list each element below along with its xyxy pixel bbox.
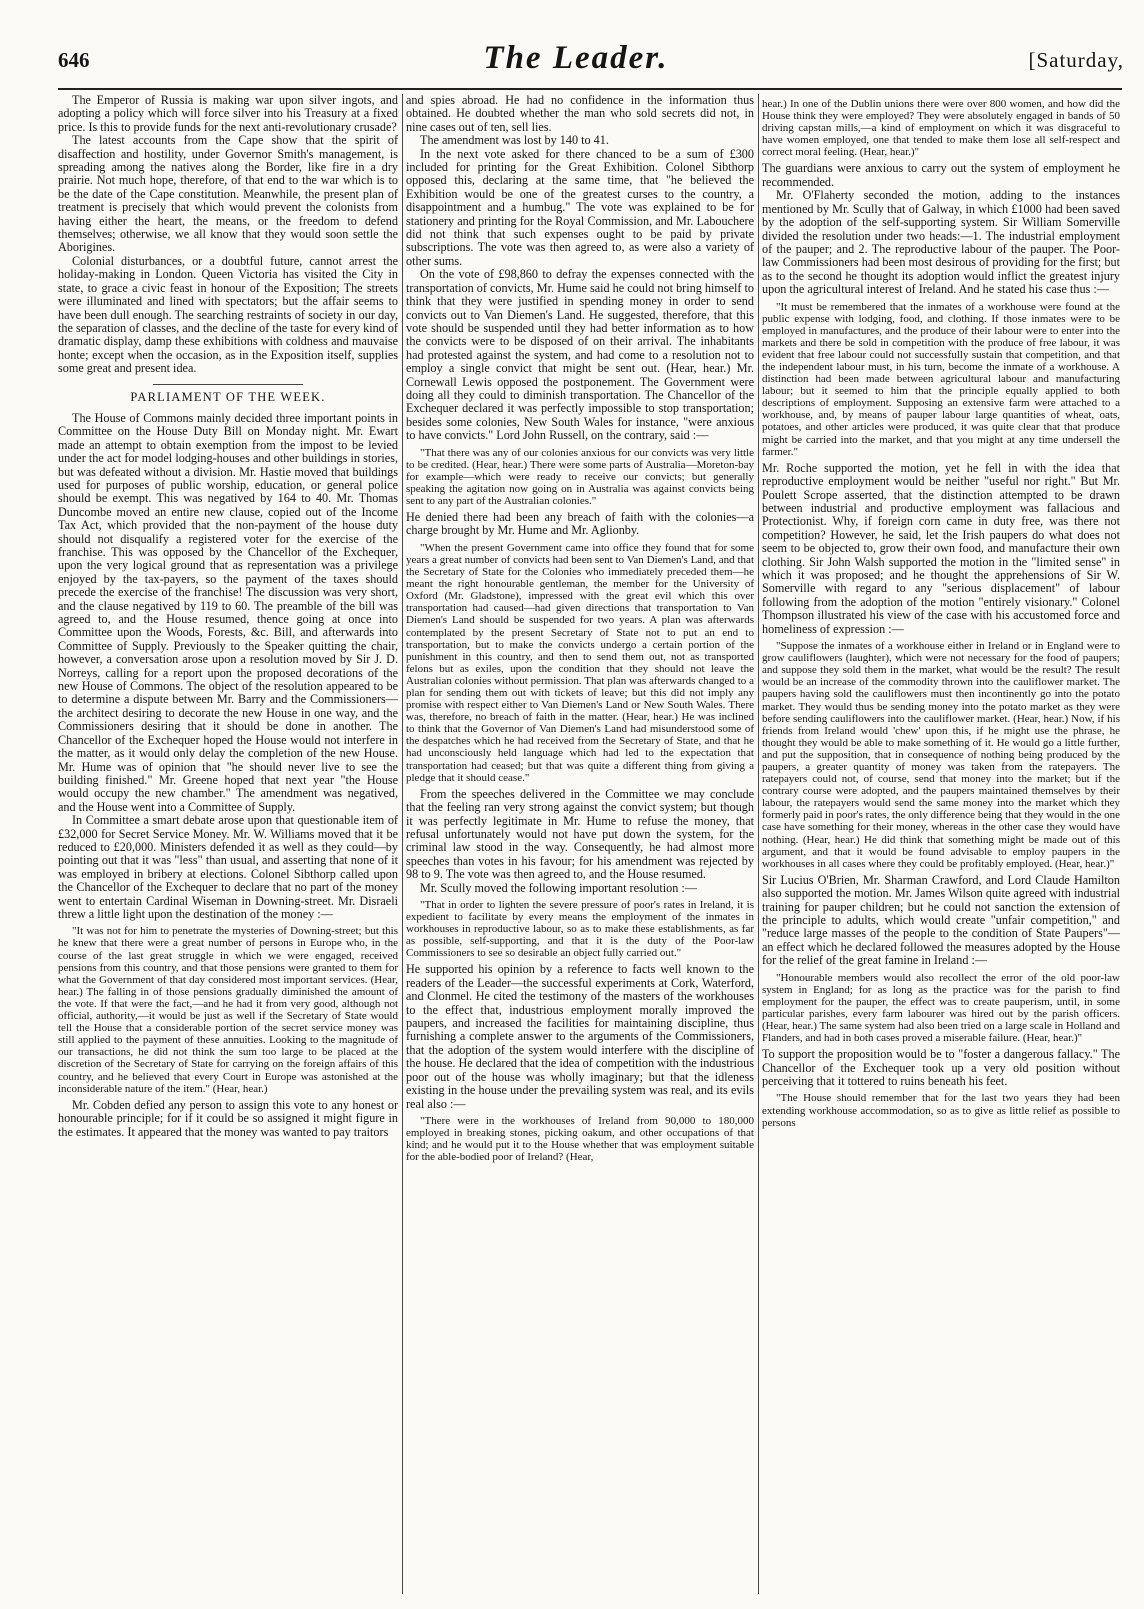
paragraph: He supported his opinion by a reference to facts well known to the readers of the Leader—the successful experiments at Cork, Waterford, and Clonmel. He cited the testimony of the masters of the workhouses to the effect that, industrious employment morally improved the paupers, and increased the facilities for maintaining discipline, thus furnishing a complete answer to the arguments of the Commissioners, that the adoption of the system would interfere with the discipline of the house. He declared that the idea of competition with the industrious poor out of the house was wholly imaginary; but that the idleness existing in the house under the prevailing system was real, and its evils real also :— <box>406 962 754 1111</box>
paragraph: In the next vote asked for there chanced to be a sum of £300 included for printing for the Great Exhibition. Colonel Sibthorp opposed this, declaring at the same time, that "he believed the Exhibition would be one of the greatest curses to the country, a disappointment and a humbug." The vote was explained to be for stationery and printing for the Royal Commission, and Mr. Labouchere did not think that such expenses ought to be paid by private subscriptions. The vote was then agreed to, as were also a variety of other sums. <box>406 146 754 268</box>
paragraph: The Emperor of Russia is making war upon silver ingots, and adopting a policy which will force silver into his Treasury at a fixed price. Is this to provide funds for the next anti-revolutionary crusade? <box>58 94 398 134</box>
column-2 <box>406 94 754 1594</box>
paragraph: The House of Commons mainly decided three important points in Committee on the House Duty Bill on Monday night. Mr. Ewart made an attempt to obtain exemption from the impost to be levied under the act for model lodging-houses and other buildings in stories, but was defeated without a division. Mr. Hastie moved that buildings used for purposes of public worship, education, or general police should be exempt. This was negatived by 164 to 40. Mr. Thomas Duncombe moved an entire new clause, copied out of the Income Tax Act, which provided that the non-payment of the house duty should not disqualify a registered voter for the exercise of the franchise. This was opposed by the Chancellor of the Exchequer, upon the very logical ground that as representation was a privilege enjoyed by the tax-payers, so the payment of the taxes should precede the exercise of the franchise! The discussion was very short, and the clause negatived by 119 to 60. The preamble of the bill was agreed to, and the House resumed, thence going at once into Committee upon the Woods, Forests, &c. Bill, and afterwards into Committee of Supply. Previously to the Speaker quitting the chair, however, a conversation arose upon a resolution moved by Sir J. D. Norreys, calling for a report upon the proposed decorations of the new House of Commons. The object of the resolution appeared to be to determine a dispute between Mr. Barry and the Commissioners—the architect desiring to decorate the new House in one way, and the Commissioners desiring that it should be done in another. The Chancellor of the Exchequer hoped the House would not interfere in the matter, as it would only delay the completion of the new House. Mr. Hume was of opinion that "he should never live to see the building finished." Mr. Greene hoped that next year "the House would occupy the new chamber." The amendment was negatived, and the House went into a Committee of Supply. <box>58 410 398 814</box>
quotation: "When the present Government came into office they found that for some years a great number of convicts had been sent to Van Diemen's Land, and that the Secretary of State for the Colonies who immediately preceded them—he meant the right honourable gentleman, the member for the University of Oxford (Mr. Gladstone), impressed with the great evil which this over transportation had caused—had given directions that transportation to Van Diemen's Land should be suspended for two years. A plan was afterwards contemplated by the present Secretary of State not to put an end to transportation, but to make the convicts undergo a certain portion of the punishment in this country, and then to send them out, not as transported felons but as exiles, upon the condition that they should not leave the Australian colonies without permission. That plan was afterwards changed to a plan for sending them out with tickets of leave; but this did not imply any promise with respect either to Van Diemen's Land or New South Wales. There was, therefore, no breach of faith in the matter. (Hear, hear.) He was inclined to think that the Governor of Van Diemen's Land had misunderstood some of the despatches which he had received from the Secretary of State, and that he had unconsciously held language which had led to the expectation that transportation had ceased; but that was quite a different thing from giving a pledge that it should cease." <box>406 541 754 784</box>
quotation: "The House should remember that for the last two years they had been extending workhouse accommodation, so as to give as little relief as possible to persons <box>762 1092 1120 1129</box>
paragraph: To support the proposition would be to "foster a dangerous fallacy." The Chancellor of the Exchequer took up a very old position without perceiving that it tottered to ruins beneath his feet. <box>762 1047 1120 1089</box>
masthead: The Leader. <box>483 40 669 76</box>
quotation: "That there was any of our colonies anxious for our convicts was very little to be credited. (Hear, hear.) There were some parts of Australia—Moreton-bay for example—which were ready to receive our convicts; but generally speaking the agitation now going on in Australia was against convicts being sent to any part of the Australian colonies." <box>406 446 754 507</box>
paragraph: Mr. Cobden defied any person to assign this vote to any honest or honourable principle; for if it could be so assigned it might figure in the estimates. It appeared that the money was wanted to pay traitors <box>58 1097 398 1139</box>
paragraph: and spies abroad. He had no confidence in the information thus obtained. He doubted whether the man who sold secrets did not, in nine cases out of ten, sell lies. <box>406 94 754 134</box>
paragraph: The guardians were anxious to carry out the system of employment he recommended. <box>762 161 1120 189</box>
column-1 <box>58 94 398 1594</box>
date-fragment: [Saturday, <box>1028 48 1124 72</box>
paragraph: The amendment was lost by 140 to 41. <box>420 133 609 148</box>
paragraph: Mr. Roche supported the motion, yet he fell in with the idea that reproductive employment would be neither "useful nor right." But Mr. Poulett Scrope asserted, that the distinction attempted to be drawn between industrial and productive employment was fallacious and Protectionist. Why, if foreign corn came in duty free, was there not competition? However, he said, let the Irish paupers do what does not seem to be objected to, grow their own food, and manufacture their own clothing. Sir John Walsh supported the motion in the "limited sense" in which it was proposed; and he thought the apprehensions of Sir W. Somerville with regard to any "serious displacement" of labour following from the adoption of the motion "entirely visionary." Colonel Thompson illustrated his view of the case with his accustomed force and homeliness of expression :— <box>762 460 1120 636</box>
page-number: 646 <box>58 48 90 72</box>
quotation: "There were in the workhouses of Ireland from 90,000 to 180,000 employed in breaking stones, picking oakum, and other occupations of that kind; and he would put it to the House whether that was employment suitable for the able-bodied poor of Ireland? (Hear, <box>406 1114 754 1164</box>
paragraph: The latest accounts from the Cape show that the spirit of disaffection and hostility, under Governor Smith's management, is spreading among the natives along the Border, like fire in a dry prairie. Not much hope, therefore, of that end to the war which is to be the date of the Cape constitution. Meanwhile, the present plan of treatment is precisely that which would prevent the colonists from having either the heart, the means, or the freedom to defend themselves; otherwise, we all know that they would soon settle the Aborigines. <box>58 133 398 255</box>
paragraph: On the vote of £98,860 to defray the expenses connected with the transportation of convicts, Mr. Hume said he could not bring himself to think that they were justified in spending money in order to send convicts out to Van Diemen's Land. He suggested, therefore, that this vote should be suspended until they had better information as to how the convicts were to be disposed of on their arrival. The inhabitants had protested against the system, and had come to a resolution not to employ a single convict that might be sent out. (Hear, hear.) Mr. Cornewall Lewis opposed the postponement. The Government were doing all they could to diminish transportation. The Chancellor of the Exchequer declared it was perfectly impossible to stop transportation; besides some colonies, New South Wales for instance, "were anxious to have convicts." Lord John Russell, on the contrary, said :— <box>406 267 754 443</box>
paragraph: Colonial disturbances, or a doubtful future, cannot arrest the holiday-making in London. Queen Victoria has visited the City in state, to grace a civic feast in honour of the Exposition; The streets were illuminated and lined with spectators; but the affair seems to have been dull enough. The searching restraints of society in our day, the separation of classes, and the decline of the taste for every kind of dramatic display, damp these exhibitions with coldness and mauvaise honte; except when the occasion, as in the Exposition itself, supplies some great and present idea. <box>58 253 398 376</box>
quotation: "That in order to lighten the severe pressure of poor's rates in Ireland, it is expedient to facilitate by every means the employment of the inmates in workhouses in reproductive labour, so as to make these establishments, as far as possible, self-supporting, and that it is the duty of the Poor-law Commissioners to see so desirable an object fully carried out." <box>406 898 754 960</box>
paragraph: Mr. O'Flaherty seconded the motion, adding to the instances mentioned by Mr. Scully that of Galway, in which £1000 had been saved by the adoption of the self-supporting system. Sir William Somerville divided the resolution under two heads:—1. The industrial employment of the pauper; and 2. The reproductive labour of the pauper. The Poor-law Commissioners had been most desirous of providing for the first; but as to the second he thought its adoption would inflict the greatest injury upon the agricultural interest of Ireland. And he stated his case thus :— <box>762 188 1120 297</box>
quotation: "Honourable members would also recollect the error of the old poor-law system in England; for as long as the practice was for the parish to find employment for the pauper, the effect was to create pauperism, until, in some particular parishes, every farm labourer was hired out by the parish officers. (Hear, hear.) The same system had also been tried on a large scale in Holland and Flanders, and had in both cases proved a miserable failure. (Hear, hear.)" <box>762 971 1120 1045</box>
section-title: PARLIAMENT OF THE WEEK. <box>130 389 326 404</box>
column-divider <box>758 94 759 1594</box>
section-rule <box>153 384 303 385</box>
page-header <box>28 40 1124 86</box>
quotation: "Suppose the inmates of a workhouse either in Ireland or in England were to grow cauliflowers (laughter), which were not necessary for the food of paupers; and suppose they sold them in the market, what would be the result? The result would be an increase of the commodity thrown into the cauliflower market. The paupers having sold the cauliflowers must then incontinently go into the potato market. They would thus be sending money into the potato market as they were before sending cauliflowers into the cauliflower market. (Hear, hear.) Now, if his friends from Ireland would 'chew' upon this, if he might use the phrase, he thought they would be able to make something of it. He would go a little further, and put the supposition, that in consequence of nothing being produced by the paupers, a greater quantity of money was taken from the ratepayers. The ratepayers could not, of course, send that money into the market; but if the contrary course were adopted, and the paupers maintained themselves by their labour, the ratepayers would send the same money into the market which they formerly paid in poor's rates, the only difference being that they would in the one case have something for their money, whereas in the other case they would have nothing. (Hear, hear.) He did think that something might be made out of this argument, and that it would be found advisable to employ paupers in the workhouses in all cases where they could be profitably employed. (Hear, hear.)" <box>762 640 1120 870</box>
column-divider <box>402 94 403 1594</box>
paragraph: Mr. Scully moved the following important resolution :— <box>420 880 697 895</box>
column-3 <box>762 94 1120 1594</box>
quotation: "It must be remembered that the inmates of a workhouse were found at the public expense with lodging, food, and clothing. If those inmates were to be employed in manufactures, and the produce of their labour were to enter into the markets and there be sold in competition with the produce of free labour, it was evident that free labour could not successfully sustain that competition, and that the independent labour must, in his turn, become the inmate of a workhouse. A distinction had been made between agricultural labour and manufacturing labour; but it seemed to him that the principle equally applied to both descriptions of employment. Supposing an extensive farm were attached to a workhouse, and, by means of pauper labour large quantities of wheat, oats, potatoes, and other articles were produced, it was quite clear that that produce might be carried into the market, and that you might at any time undersell the farmer." <box>762 300 1120 458</box>
paragraph: From the speeches delivered in the Committee we may conclude that the feeling ran very strong against the convict system; but though it was perfectly legitimate in Mr. Hume to refuse the money, that refusal unfortunately would not have put down the system, for the criminal law stood in the way. Consequently, he had almost more speeches than votes in his favour; for his amendment was rejected by 98 to 9. The vote was then agreed to, and the House resumed. <box>406 786 754 882</box>
quotation: hear.) In one of the Dublin unions there were over 800 women, and how did the House think they were employed? They were absolutely engaged in bands of 50 driving capstan mills,—a kind of employment on which it was disgraceful to have women employed, one that tended to make them lose all self-respect and correct moral feeling. (Hear, hear.)" <box>762 98 1120 159</box>
paragraph: In Committee a smart debate arose upon that questionable item of £32,000 for Secret Service Money. Mr. W. Williams moved that it be reduced to £20,000. Ministers defended it as well as they could—by pointing out that it was "less" than usual, and asserting that none of it was employed in bribery at elections. Colonel Sibthorp called upon the Chancellor of the Exchequer to declare that no part of the money went to entertain Cardinal Wiseman in Downing-street. Mr. Disraeli threw a little light upon the destination of the money :— <box>58 813 398 921</box>
paragraph: Sir Lucius O'Brien, Mr. Sharman Crawford, and Lord Claude Hamilton also supported the motion. Mr. James Wilson quite agreed with industrial training for pauper children; but he could not sanction the extension of the principle to adults, which would create "unfair competition," and "reduce large masses of the people to the condition of State Paupers"—an effect which he declared followed the measures adopted by the House for the relief of the great famine in Ireland :— <box>762 872 1120 968</box>
paragraph: He denied there had been any breach of faith with the colonies—a charge brought by Mr. Hume and Mr. Aglionby. <box>406 510 754 538</box>
quotation: "It was not for him to penetrate the mysteries of Downing-street; but this he knew that there were a great number of persons in Europe who, in the course of the last great struggle in which we were engaged, received pensions from this country, and that those pensions were granted to them for what the Government of that day considered most important services. (Hear, hear.) The falling in of those pensions gradually diminished the amount of the vote. If that were the fact,—and he had it from very good, although not official, authority,—it would be just as well if the Secretary of State would tell the House that a considerable portion of the secret service money was still applied to the payment of these annuities. Looking to the magnitude of our transactions, he did not think the sum too large to be placed at the discretion of the Secretary of State for carrying on the foreign affairs of this country, and he believed that every Court in Europe was astonished at the inconsiderable nature of the item." (Hear, hear.) <box>58 925 398 1095</box>
header-rule <box>58 88 1122 90</box>
